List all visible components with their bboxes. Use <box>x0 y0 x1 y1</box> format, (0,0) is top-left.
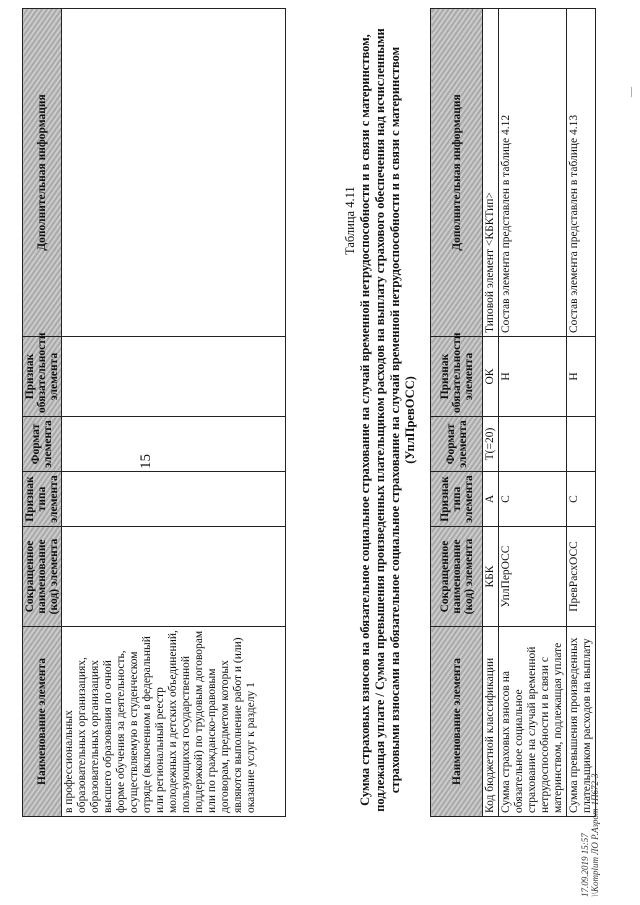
stamp-line-2: \\Komplum ЛО Р.Азрот-1П672-3 <box>590 773 600 897</box>
cell-info: Состав элемента представлен в таблице 4.13 <box>567 9 596 337</box>
cell-code <box>62 527 286 627</box>
header-required: Признак обязательности элемента <box>431 337 483 417</box>
header-required: Признак обязательности элемента <box>23 337 62 417</box>
cell-format: T(=20) <box>483 417 499 472</box>
table-header-row <box>23 9 62 817</box>
table-header-row <box>431 9 483 817</box>
cell-code: КБК <box>483 527 499 627</box>
print-stamp <box>580 774 600 897</box>
cell-name: Код бюджетной классификации <box>483 627 499 817</box>
page-number: 15 <box>138 454 154 469</box>
cell-info: Типовой элемент <КБКТип> <box>483 9 499 337</box>
cell-type: А <box>483 472 499 527</box>
cell-format <box>62 417 286 472</box>
header-format: Формат элемента <box>431 417 483 472</box>
table-4-11 <box>430 8 596 817</box>
header-short-name: Сокращенное наименование (код) элемента <box>23 527 62 627</box>
cell-name: Сумма превышения произведенных плательщиком расходов на выплату <box>567 627 596 817</box>
cell-format <box>567 417 596 472</box>
cell-type: С <box>499 472 567 527</box>
header-info: Дополнительная информация <box>431 9 483 337</box>
header-name: Наименование элемента <box>23 627 62 817</box>
header-format: Формат элемента <box>23 417 62 472</box>
header-short-name: Сокращенное наименование (код) элемента <box>431 527 483 627</box>
previous-table-continuation <box>22 8 286 817</box>
table-row <box>483 9 499 817</box>
cell-required: ОК <box>483 337 499 417</box>
header-type: Признак типа элемента <box>23 472 62 527</box>
cell-required: Н <box>567 337 596 417</box>
cell-code: УплПерОСС <box>499 527 567 627</box>
header-info: Дополнительная информация <box>23 9 62 337</box>
cell-name: в профессиональных образовательных организациях, образовательных организациях высшего образования по очной форме обучения за деятельность, осуществляемую в студенческом отряде (включенном в федеральный или региональный реестр молодежных и детских объединений, пользующихся государственной поддержкой) по трудовым договорам или по гражданско-правовым договорам, предметом которых являются выполнение работ и (или) оказание услуг к разделу 1 <box>62 627 286 817</box>
table-row <box>567 9 596 817</box>
table-row <box>62 9 286 817</box>
cell-required: Н <box>499 337 567 417</box>
cell-format <box>499 417 567 472</box>
table-title: Сумма страховых взносов на обязательное социальное страхование на случай временной нетрудоспособности и в связи с материнством, подлежащая уплате / Сумма превышения произведенных плательщиком расходов на выплату страхового обеспечения над исчисленными страховыми взносами на обязательное социальное страхование на случай временной нетрудоспособности и в связи с материнством (УплПревОСС) <box>358 28 417 812</box>
cell-code: ПревРасхОСС <box>567 527 596 627</box>
cell-info <box>62 9 286 337</box>
cell-required <box>62 337 286 417</box>
cell-info: Состав элемента представлен в таблице 4.12 <box>499 9 567 337</box>
cell-type <box>62 472 286 527</box>
header-type: Признак типа элемента <box>431 472 483 527</box>
table-row <box>499 9 567 817</box>
cell-type: С <box>567 472 596 527</box>
table-caption: Таблица 4.11 <box>343 186 357 255</box>
cell-name: Сумма страховых взносов на обязательное социальное страхование на случай временной нетрудоспособности и в связи с материнством, подлежащая уплате <box>499 627 567 817</box>
header-name: Наименование элемента <box>431 627 483 817</box>
corner-mark: — <box>626 87 637 97</box>
stamp-line-1: 17.09.2019 15:57 <box>580 833 590 897</box>
